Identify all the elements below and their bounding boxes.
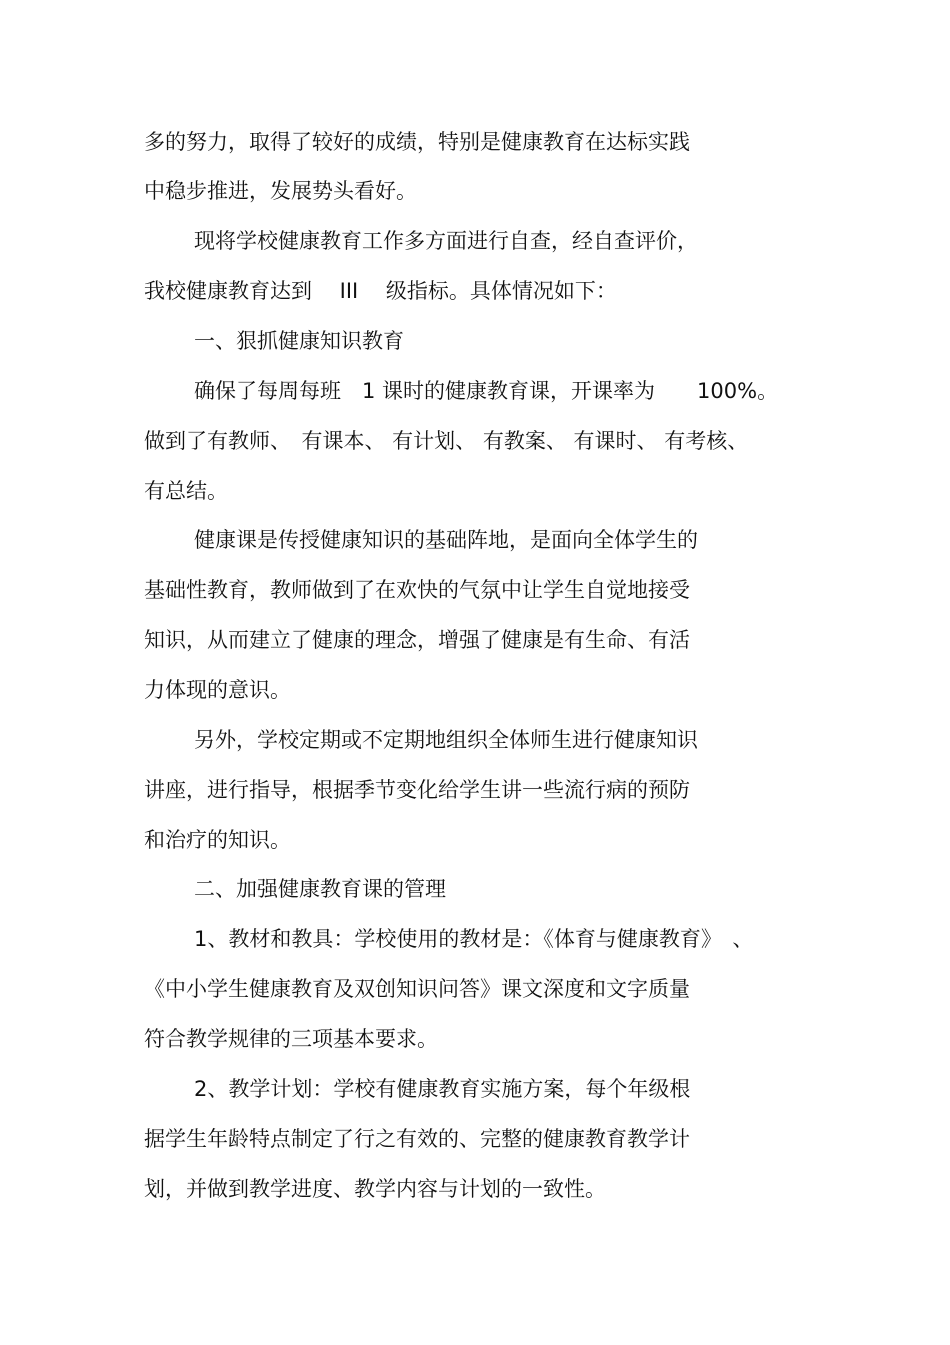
paragraph-line: 据学生年龄特点制定了行之有效的、完整的健康教育教学计 (144, 1127, 690, 1151)
paragraph-line: 力体现的意识。 (144, 678, 291, 702)
paragraph-line: 2、教学计划：学校有健康教育实施方案，每个年级根 (194, 1077, 691, 1101)
paragraph-line: 确保了每周每班 1 课时的健康教育课，开课率为 100%。 (194, 379, 779, 403)
paragraph-line: 健康课是传授健康知识的基础阵地，是面向全体学生的 (194, 528, 698, 552)
paragraph-line: 知识，从而建立了健康的理念，增强了健康是有生命、有活 (144, 628, 690, 652)
section-heading: 一、狠抓健康知识教育 (194, 329, 404, 353)
paragraph-line: 和治疗的知识。 (144, 828, 291, 852)
paragraph-line: 现将学校健康教育工作多方面进行自查，经自查评价， (194, 229, 698, 253)
paragraph-line: 《中小学生健康教育及双创知识问答》课文深度和文字质量 (144, 977, 690, 1001)
paragraph-line: 符合教学规律的三项基本要求。 (144, 1027, 438, 1051)
paragraph-line: 我校健康教育达到 III 级指标。具体情况如下： (144, 279, 617, 303)
paragraph-line: 1、教材和教具：学校使用的教材是：《体育与健康教育》 、 (194, 927, 754, 951)
paragraph-line: 多的努力，取得了较好的成绩，特别是健康教育在达标实践 (144, 130, 690, 154)
paragraph-line: 另外，学校定期或不定期地组织全体师生进行健康知识 (194, 728, 698, 752)
section-heading: 二、加强健康教育课的管理 (194, 877, 446, 901)
paragraph-line: 有总结。 (144, 479, 228, 503)
paragraph-line: 讲座，进行指导，根据季节变化给学生讲一些流行病的预防 (144, 778, 690, 802)
paragraph-line: 做到了有教师、 有课本、 有计划、 有教案、 有课时、 有考核、 (144, 429, 749, 453)
paragraph-line: 划，并做到教学进度、教学内容与计划的一致性。 (144, 1177, 606, 1201)
paragraph-line: 基础性教育，教师做到了在欢快的气氛中让学生自觉地接受 (144, 578, 690, 602)
paragraph-line: 中稳步推进，发展势头看好。 (144, 179, 417, 203)
